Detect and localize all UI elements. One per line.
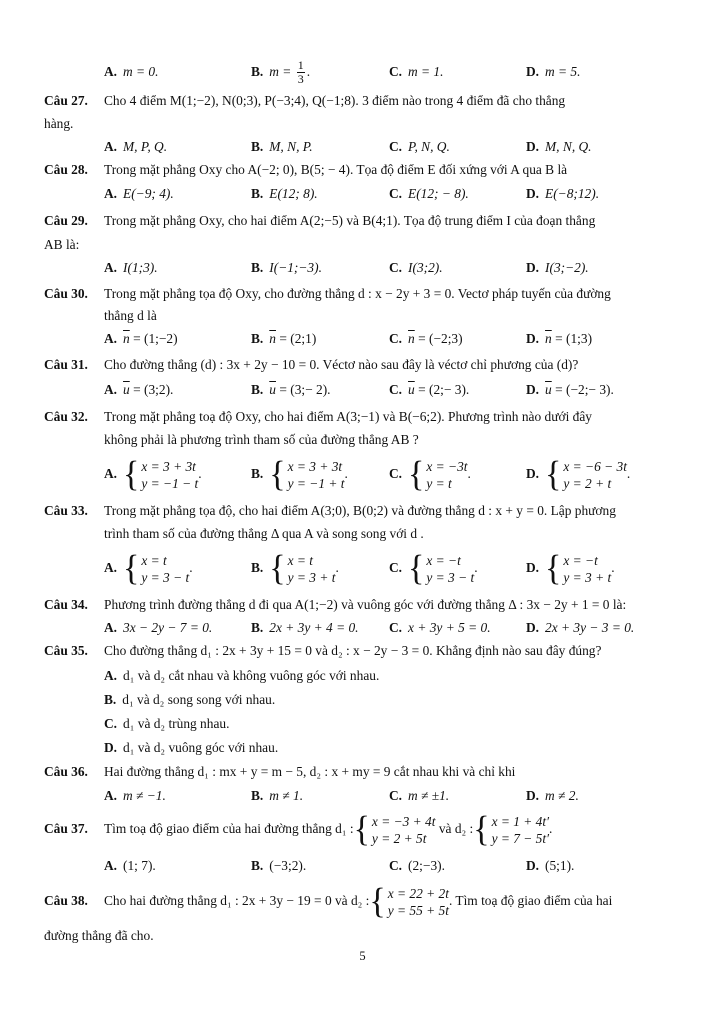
q27-option-a[interactable]: A. M, P, Q. — [104, 139, 168, 154]
question-number: Câu 29. — [44, 213, 88, 228]
question-stem: Trong mặt phẳng tọa độ Oxy, cho đường thẳng d : x − 2y + 3 = 0. Vectơ pháp tuyến của đường — [104, 286, 611, 301]
q32-option-c[interactable]: C. { x = −3t y = t . — [389, 454, 471, 494]
q32-stem-cont: không phải là phương trình tham số của đường thẳng AB ? — [104, 432, 419, 447]
q34-stem-line — [0, 594, 725, 616]
q26-option-a[interactable]: A. m = 0. — [104, 64, 159, 79]
question-number: Câu 35. — [44, 643, 88, 658]
q35-stem-line — [0, 640, 725, 662]
q31-options — [0, 379, 725, 401]
q29-options — [0, 257, 725, 279]
q34-option-c[interactable]: C. x + 3y + 5 = 0. — [389, 620, 491, 635]
q33-option-a[interactable]: A. { x = t y = 3 − t . — [104, 548, 193, 588]
q30-option-b[interactable]: B. $\overline{n}$ = (2;1) — [251, 331, 317, 346]
q30-options — [0, 328, 725, 350]
q35-option-b[interactable]: B. d₁ và d₂ song song với nhau. — [104, 692, 276, 707]
q26-option-c[interactable]: C. m = 1. — [389, 64, 444, 79]
q27-option-b[interactable]: B. M, N, P. — [251, 139, 313, 154]
q26-option-d[interactable]: D. m = 5. — [526, 64, 581, 79]
question-stem: Hai đường thẳng d₁ : mx + y = m − 5, d₂ : x + my = 9 cắt nhau khi và chỉ khi — [104, 764, 516, 779]
question-number: Câu 37. — [44, 821, 88, 836]
q31-option-d[interactable]: D. $\overline{u}$ = (−2;− 3). — [526, 382, 614, 397]
q28-option-c[interactable]: C. E(12; − 8). — [389, 186, 469, 201]
fraction: $\frac{1}{3}$ — [297, 58, 304, 87]
q36-option-a[interactable]: A. m ≠ −1. — [104, 788, 166, 803]
q31-option-b[interactable]: B. $\overline{u}$ = (3;− 2). — [251, 382, 331, 397]
question-stem: Cho đường thẳng d₁ : 2x + 3y + 15 = 0 và d₂ : x − 2y − 3 = 0. Khẳng định nào sau đây đúng? — [104, 643, 602, 658]
q37-stem-line — [0, 807, 725, 851]
q33-stem-line — [0, 500, 725, 522]
q37-option-d[interactable]: D. (5;1). — [526, 858, 575, 873]
q36-options — [0, 785, 725, 807]
q27-stem-line — [0, 90, 725, 112]
q31-option-a[interactable]: A. $\overline{u}$ = (3;2). — [104, 382, 174, 397]
q33-stem-cont: trình tham số của đường thẳng Δ qua A và song song với d . — [104, 526, 424, 541]
q31-option-c[interactable]: C. $\overline{u}$ = (2;− 3). — [389, 382, 470, 397]
question-number: Câu 28. — [44, 162, 88, 177]
q36-option-c[interactable]: C. m ≠ ±1. — [389, 788, 450, 803]
q32-options — [0, 452, 725, 496]
q30-stem-line — [0, 283, 725, 305]
question-number: Câu 32. — [44, 409, 88, 424]
q27-option-d[interactable]: D. M, N, Q. — [526, 139, 592, 154]
q33-option-d[interactable]: D. { x = −t y = 3 + t . — [526, 548, 615, 588]
q28-option-a[interactable]: A. E(−9; 4). — [104, 186, 174, 201]
question-stem: Trong mặt phẳng tọa độ, cho hai điểm A(3;0), B(0;2) và đường thẳng d : x + y = 0. Lập phương — [104, 503, 616, 518]
q33-option-c[interactable]: C. { x = −t y = 3 − t . — [389, 548, 478, 588]
question-stem: Cho đường thẳng (d) : 3x + 2y − 10 = 0. Véctơ nào sau đây là véctơ chỉ phương của (d)? — [104, 357, 579, 372]
q36-option-d[interactable]: D. m ≠ 2. — [526, 788, 579, 803]
q29-stem-cont: AB là: — [44, 237, 80, 252]
page-number: 5 — [359, 949, 366, 963]
question-number: Câu 31. — [44, 357, 88, 372]
q37-option-c[interactable]: C. (2;−3). — [389, 858, 445, 873]
q28-stem-line — [0, 159, 725, 181]
q32-option-d[interactable]: D. { x = −6 − 3t y = 2 + t . — [526, 454, 631, 494]
question-stem: Trong mặt phẳng Oxy cho A(−2; 0), B(5; − 4). Tọa độ điểm E đối xứng với A qua B là — [104, 162, 568, 177]
q32-option-a[interactable]: A. { x = 3 + 3t y = −1 − t . — [104, 454, 202, 494]
q35-option-a-line — [0, 665, 725, 687]
q29-option-c[interactable]: C. I(3;2). — [389, 260, 443, 275]
q30-option-c[interactable]: C. $\overline{n}$ = (−2;3) — [389, 331, 463, 346]
question-stem: Cho hai đường thẳng d₁ : 2x + 3y − 19 = 0 và d₂ : { x = 22 + 2t y = 55 + 5t . Tìm toạ độ giao điểm của hai — [104, 881, 613, 921]
q34-option-d[interactable]: D. 2x + 3y − 3 = 0. — [526, 620, 635, 635]
q35-option-d[interactable]: D. d₁ và d₂ vuông góc với nhau. — [104, 740, 279, 755]
q35-option-c[interactable]: C. d₁ và d₂ trùng nhau. — [104, 716, 230, 731]
q33-options — [0, 546, 725, 590]
q28-options — [0, 183, 725, 205]
question-number: Câu 34. — [44, 597, 88, 612]
q27-stem-cont: hàng. — [44, 116, 74, 131]
q26-options — [0, 57, 725, 87]
q29-option-d[interactable]: D. I(3;−2). — [526, 260, 589, 275]
question-number: Câu 38. — [44, 893, 88, 908]
q33-option-b[interactable]: B. { x = t y = 3 + t . — [251, 548, 339, 588]
q30-option-a[interactable]: A. $\overline{n}$ = (1;−2) — [104, 331, 178, 346]
question-stem: Cho 4 điểm M(1;−2), N(0;3), P(−3;4), Q(−1;8). 3 điểm nào trong 4 điểm đã cho thẳng — [104, 93, 566, 108]
q26-option-b[interactable]: B. m = $\frac{1}{3}$ . — [251, 58, 311, 87]
question-stem: Trong mặt phẳng toạ độ Oxy, cho hai điểm A(3;−1) và B(−6;2). Phương trình nào dưới đây — [104, 409, 592, 424]
q37-options — [0, 855, 725, 877]
q32-option-b[interactable]: B. { x = 3 + 3t y = −1 + t . — [251, 454, 348, 494]
q38-stem-cont: đường thẳng đã cho. — [44, 928, 154, 943]
question-number: Câu 33. — [44, 503, 88, 518]
q34-options — [0, 617, 725, 639]
question-stem: Tìm toạ độ giao điểm của hai đường thẳng d₁ : { x = −3 + 4t y = 2 + 5t và d₂ : { x = 1 + 4t′ y = 7 − 5t′ . — [104, 809, 553, 849]
q38-stem-line — [0, 879, 725, 923]
q27-option-c[interactable]: C. P, N, Q. — [389, 139, 450, 154]
q35-option-b-line — [0, 689, 725, 711]
q30-option-d[interactable]: D. $\overline{n}$ = (1;3) — [526, 331, 593, 346]
q35-option-a[interactable]: A. d₁ và d₂ cắt nhau và không vuông góc với nhau. — [104, 668, 380, 683]
q34-option-b[interactable]: B. 2x + 3y + 4 = 0. — [251, 620, 359, 635]
question-number: Câu 30. — [44, 286, 88, 301]
q30-stem-cont: thẳng d là — [104, 308, 157, 323]
q28-option-d[interactable]: D. E(−8;12). — [526, 186, 600, 201]
q29-option-b[interactable]: B. I(−1;−3). — [251, 260, 322, 275]
question-number: Câu 36. — [44, 764, 88, 779]
question-stem: Phương trình đường thẳng d đi qua A(1;−2) và vuông góc với đường thẳng Δ : 3x − 2y + 1 = 0 là: — [104, 597, 627, 612]
q34-option-a[interactable]: A. 3x − 2y − 7 = 0. — [104, 620, 213, 635]
q37-option-b[interactable]: B. (−3;2). — [251, 858, 307, 873]
q27-options — [0, 136, 725, 158]
q35-option-c-line — [0, 713, 725, 735]
q36-stem-line — [0, 761, 725, 783]
q31-stem-line — [0, 354, 725, 376]
q29-option-a[interactable]: A. I(1;3). — [104, 260, 158, 275]
question-stem: Trong mặt phẳng Oxy, cho hai điểm A(2;−5) và B(4;1). Tọa độ trung điểm I của đoạn thẳng — [104, 213, 596, 228]
q29-stem-line — [0, 210, 725, 232]
q32-stem-line — [0, 406, 725, 428]
q35-option-d-line — [0, 737, 725, 759]
q28-option-b[interactable]: B. E(12; 8). — [251, 186, 318, 201]
question-number: Câu 27. — [44, 93, 88, 108]
q36-option-b[interactable]: B. m ≠ 1. — [251, 788, 304, 803]
q37-option-a[interactable]: A. (1; 7). — [104, 858, 156, 873]
